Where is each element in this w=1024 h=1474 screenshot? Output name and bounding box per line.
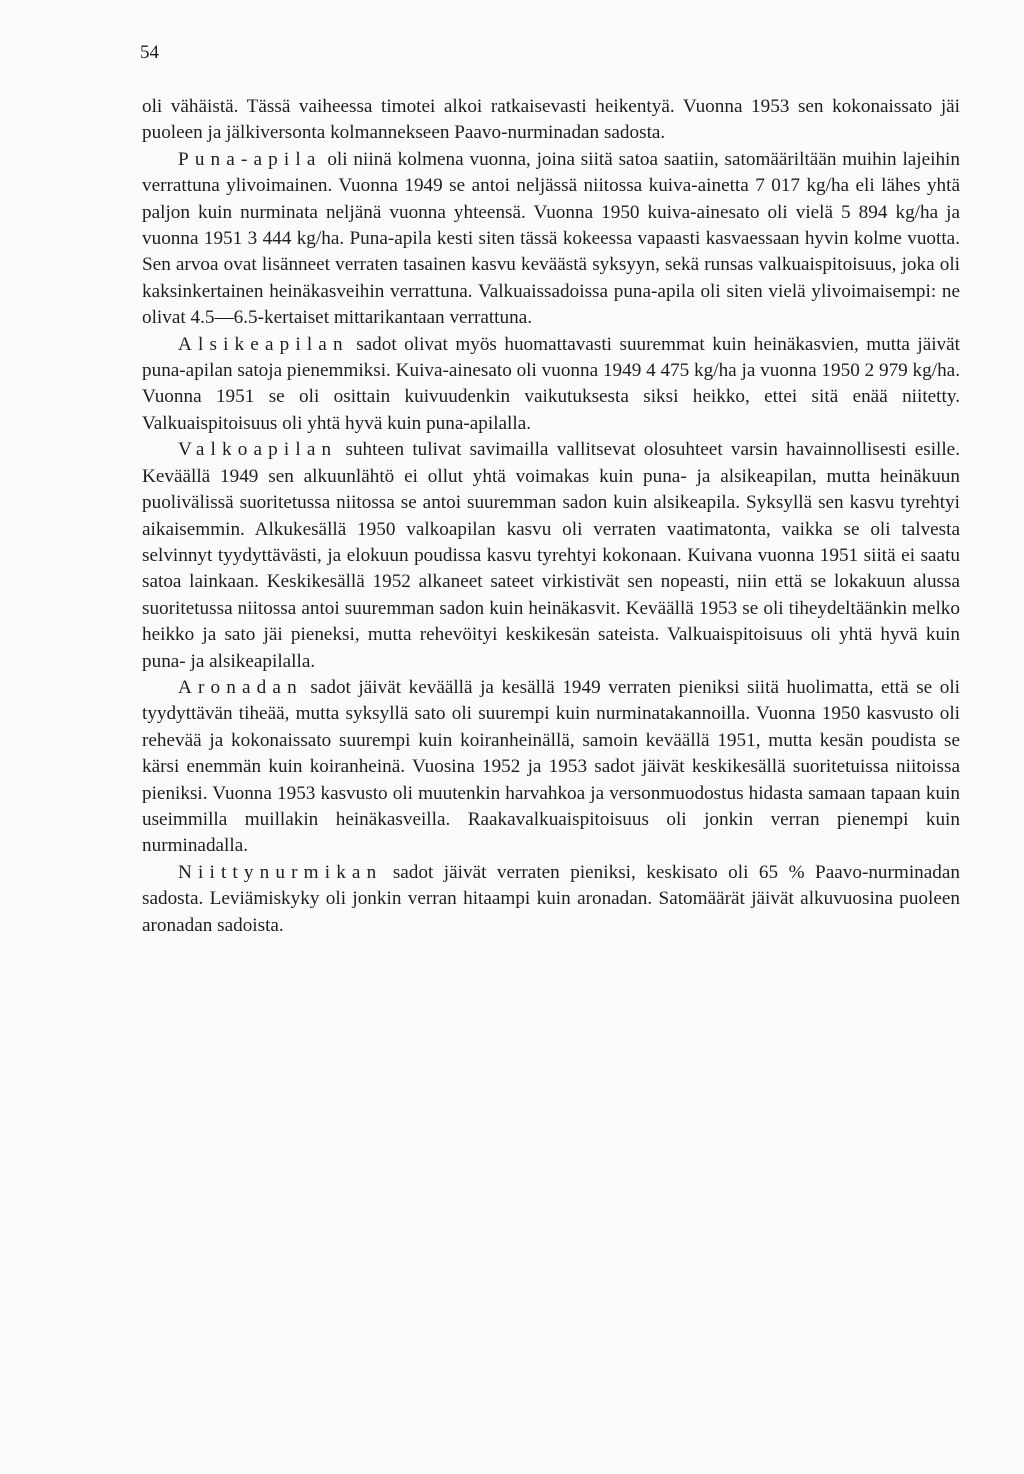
paragraph-lead-term: Valkoapilan [178,439,338,461]
page-number: 54 [140,42,159,63]
paragraph-continuation [142,94,960,147]
paragraph-text: sadot jäivät verraten pieniksi, keskisato oli 65 % Paavo-nurminadan sadosta. Leviämiskyky oli jonkin verran hitaampi kuin aronadan. Satomäärät jäivät alkuvuosina puoleen aronadan sadoista. [142,861,960,936]
paragraph-text: oli vähäistä. Tässä vaiheessa timotei alkoi ratkaisevasti heikentyä. Vuonna 1953 sen kokonaissato jäi puoleen ja jälkiversonta kolmannekseen Paavo-nurminadan sadosta. [142,96,960,144]
paragraph-lead-term: Alsikeapilan [178,333,349,355]
paragraph-text: sadot jäivät keväällä ja kesällä 1949 verraten pieniksi siitä huolimatta, että se oli tyydyttävän tiheää, mutta syksyllä sato oli suurempi kuin nurminatakannoilla. Vuonna 1950 kasvusto oli rehevää ja kokonaissato suurempi kuin koiranheinällä, samoin keväällä 1951, mutta kesän poudista se kärsi enemmän kuin koiranheinä. Vuosina 1952 ja 1953 sadot jäivät keskikesällä suoritetuissa niitoissa pieniksi. Vuonna 1953 kasvusto oli muutenkin harvahkoa ja versonmuodostus hidasta samaan tapaan kuin useimmilla muillakin heinäkasveilla. Raakavalkuaispitoisuus oli jonkin verran pienempi kuin nurminadalla. [142,676,960,857]
paragraph-valkoapila [142,437,960,675]
body-text [142,94,960,939]
paragraph-lead-term: Aronadan [178,676,303,698]
paragraph-niittynurmikka [142,860,960,939]
paragraph-aronata [142,675,960,860]
paragraph-alsikeapila [142,332,960,438]
paragraph-puna-apila [142,147,960,332]
paragraph-lead-term: Niittynurmikan [178,861,383,883]
paragraph-text: suhteen tulivat savimailla vallitsevat olosuhteet varsin havainnollisesti esille. Keväällä 1949 sen alkuunlähtö ei ollut yhtä voimakas kuin puna- ja alsikeapilan, mutta heinäkuun puolivälissä suoritetussa niitossa se antoi suuremman sadon kuin alsikeapila. Syksyllä sen kasvu tyrehtyi aikaisemmin. Alkukesällä 1950 valkoapilan kasvu oli verraten vaatimatonta, vaikka se oli talvesta selvinnyt tyydyttävästi, ja elokuun poudissa kasvu tyrehtyi kokonaan. Kuivana vuonna 1951 siitä ei saatu satoa lainkaan. Keskikesällä 1952 alkaneet sateet virkistivät sen nopeasti, niin että se lokakuun alussa suoritetussa niitossa antoi suuremman sadon kuin heinäkasvit. Keväällä 1953 se oli tiheydeltäänkin melko heikko ja sato jäi pieneksi, mutta rehevöityi keskikesän sateista. Valkuaispitoisuus oli yhtä hyvä kuin puna- ja alsikeapilalla. [142,439,960,672]
paragraph-lead-term: Puna-apila [178,148,322,170]
paragraph-text: sadot olivat myös huomattavasti suuremmat kuin heinäkasvien, mutta jäivät puna-apilan satoja pienemmiksi. Kuiva-ainesato oli vuonna 1949 4 475 kg/ha ja vuonna 1950 2 979 kg/ha. Vuonna 1951 se oli osittain kuivuudenkin vaikutuksesta siksi heikko, ettei sitä enää niitetty. Valkuaispitoisuus oli yhtä hyvä kuin puna-apilalla. [142,333,960,434]
paragraph-text: oli niinä kolmena vuonna, joina siitä satoa saatiin, satomääriltään muihin lajeihin verrattuna ylivoimainen. Vuonna 1949 se antoi neljässä niitossa kuiva-ainetta 7 017 kg/ha eli lähes yhtä paljon kuin nurminata neljänä vuonna yhteensä. Vuonna 1950 kuiva-ainesato oli vielä 5 894 kg/ha ja vuonna 1951 3 444 kg/ha. Puna-apila kesti siten tässä kokeessa vapaasti kasvaessaan hyvin kolme vuotta. Sen arvoa ovat lisänneet verraten tasainen kasvu keväästä syksyyn, sekä runsas valkuaispitoisuus, joka oli kaksinkertainen heinäkasveihin verrattuna. Valkuaissadoissa puna-apila oli siten vielä ylivoimaisempi: ne olivat 4.5—6.5-kertaiset mittarikantaan verrattuna. [142,148,960,329]
